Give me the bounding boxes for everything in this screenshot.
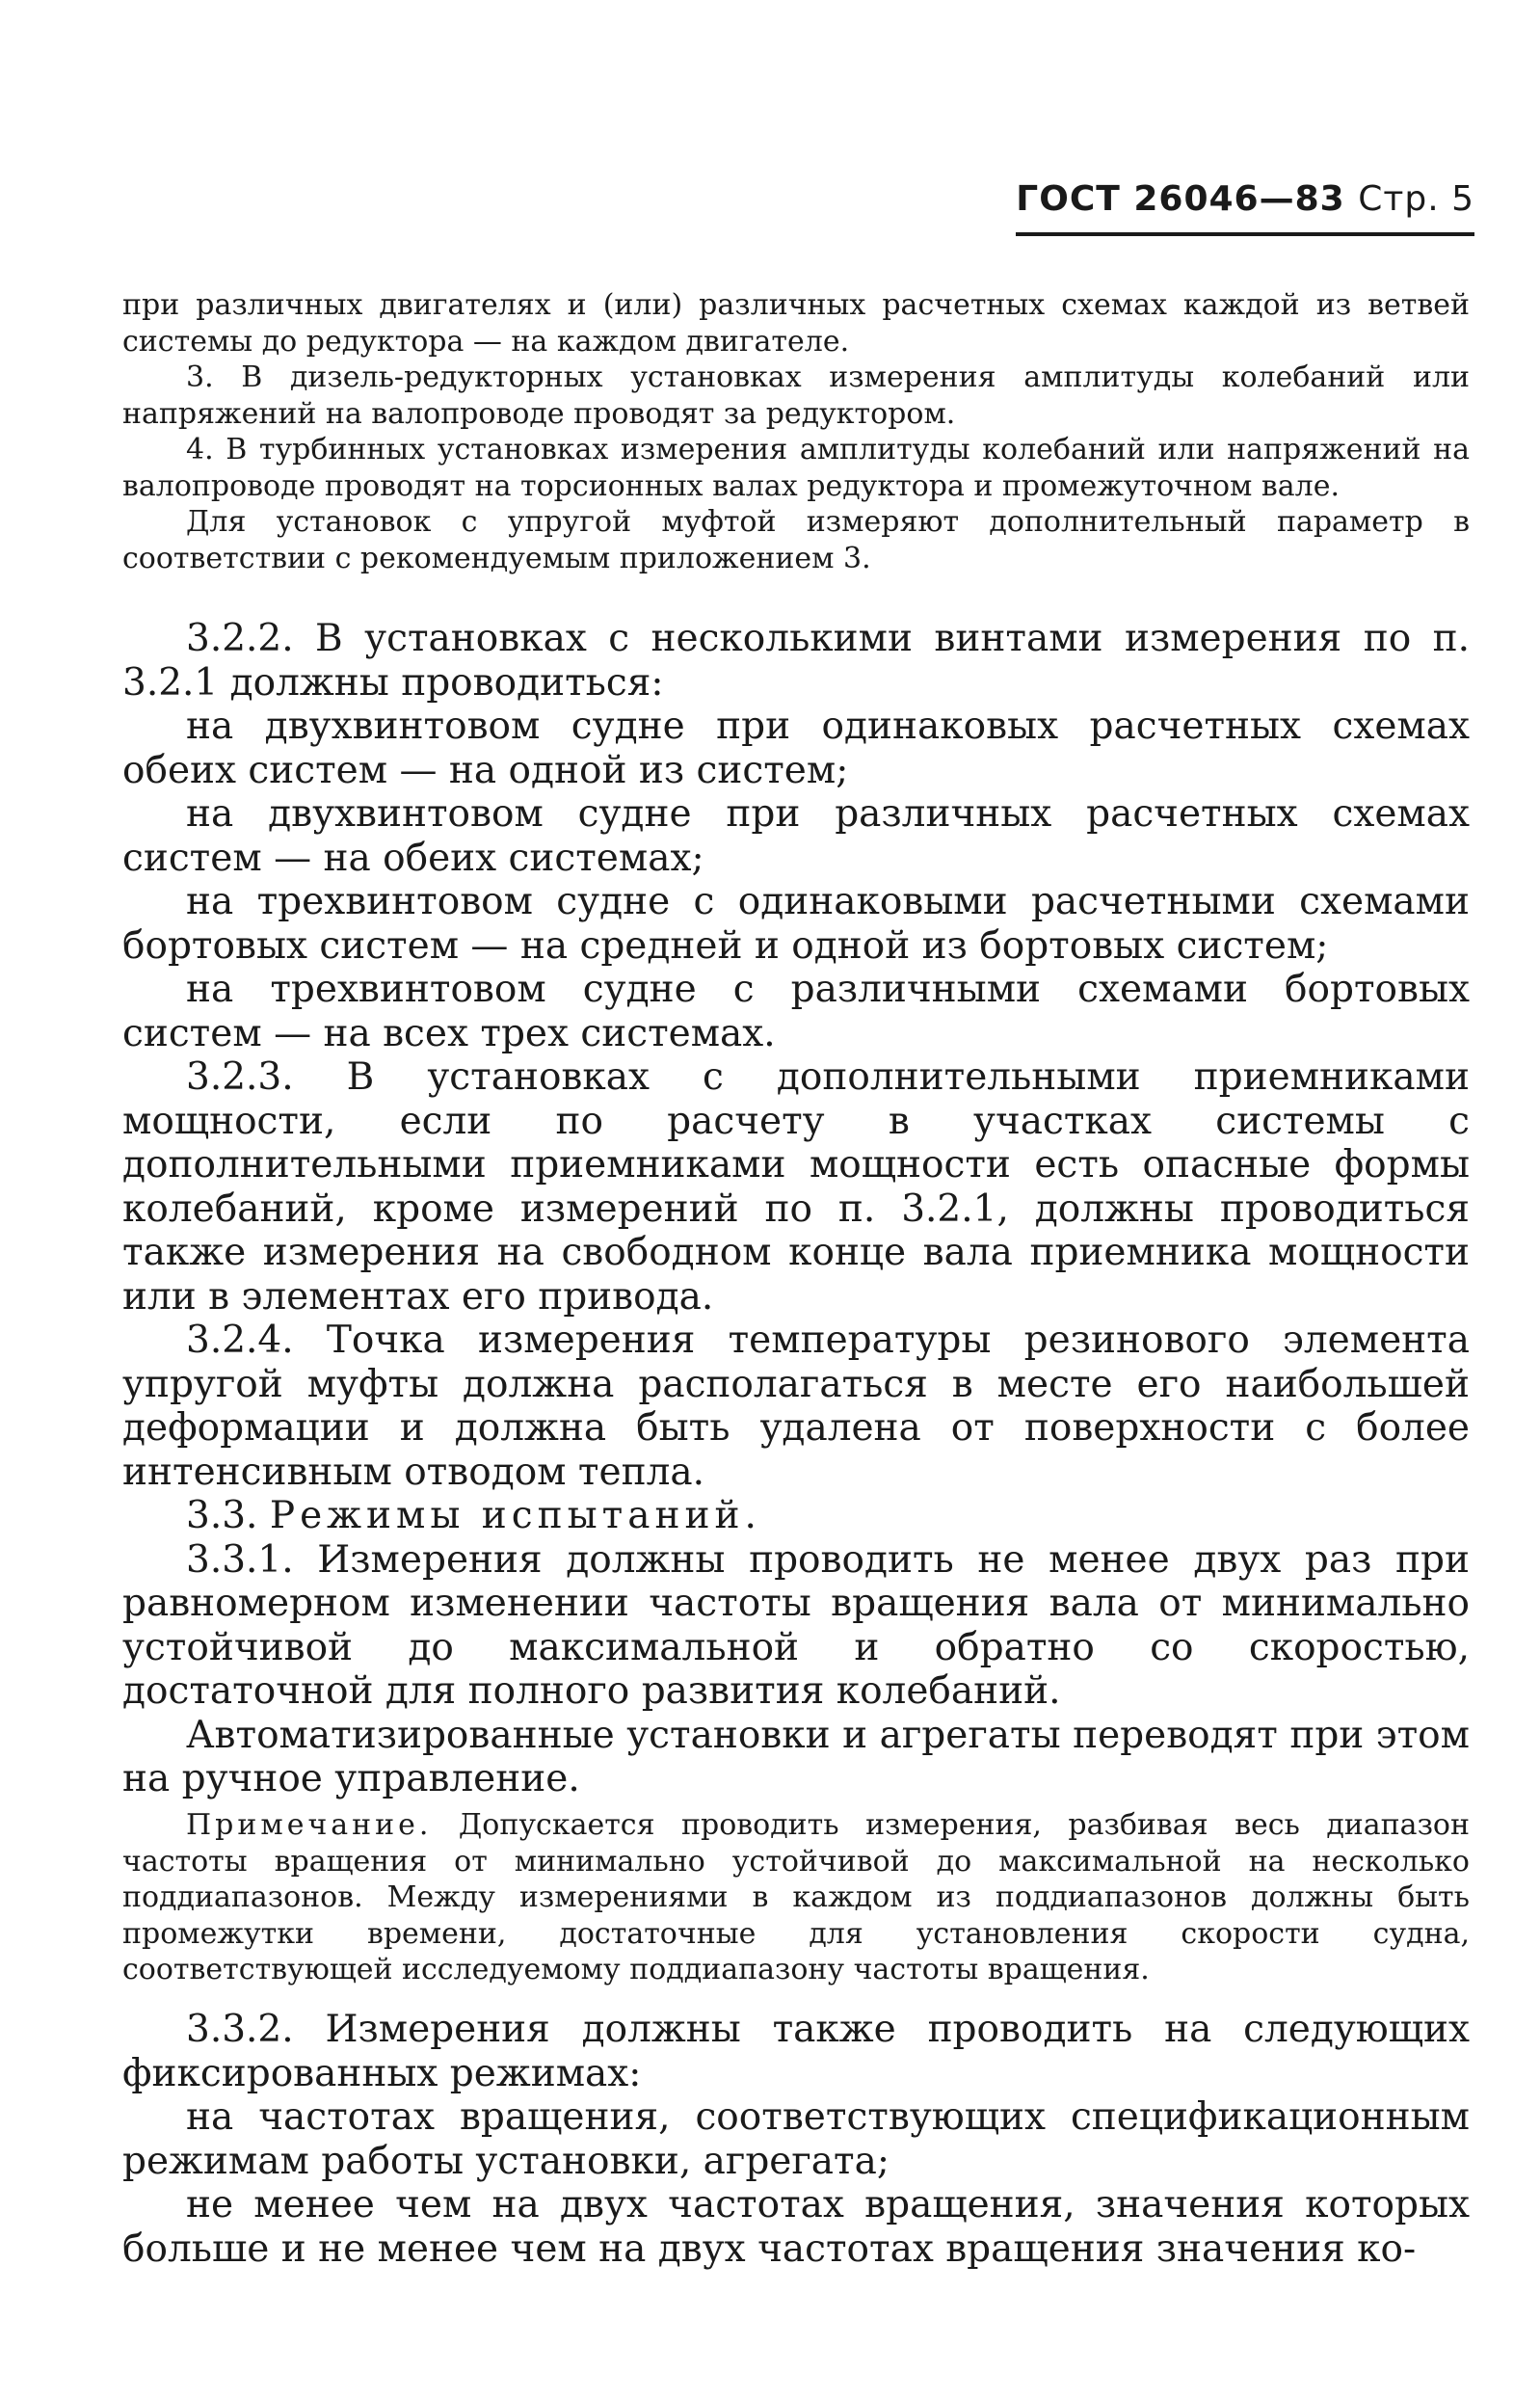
- paragraph: не менее чем на двух частотах вращения, значения которых больше и не менее чем на двух частотах вращения значения ко-: [122, 2183, 1470, 2271]
- paragraph: на частотах вращения, соответствующих спецификационным режимам работы установки, агрегата;: [122, 2095, 1470, 2183]
- paragraph: на двухвинтовом судне при одинаковых расчетных схемах обеих систем — на одной из систем;: [122, 705, 1470, 792]
- main-text-block-2: [122, 2008, 1470, 2271]
- small-print-block: [122, 287, 1470, 576]
- main-text-block: [122, 617, 1470, 1801]
- section-number: 3.3.: [186, 1494, 258, 1537]
- paragraph-3-3-1: 3.3.1. Измерения должны проводить не менее двух раз при равномерном изменении частоты вращения вала от минимально устойчивой до максимальной и обратно со скоростью, достаточной для полного развития колебаний.: [122, 1537, 1470, 1713]
- paragraph: Для установок с упругой муфтой измеряют дополнительный параметр в соответствии с рекомендуемым приложением 3.: [122, 505, 1470, 575]
- paragraph: 4. В турбинных установках измерения амплитуды колебаний или напряжений на валопроводе проводят на торсионных валах редуктора и промежуточном вале.: [122, 433, 1470, 503]
- section-title: Режимы испытаний.: [269, 1494, 761, 1537]
- note-text: Допускается проводить измерения, разбивая весь диапазон частоты вращения от минимально устойчивой до максимальной на несколько поддиапазонов. Между измерениями в каждом из поддиапазонов должны быть промежутки времени, достаточные для установления скорости судна, соответствующей исследуемому поддиапазону частоты вращения.: [122, 1808, 1470, 1986]
- paragraph: Автоматизированные установки и агрегаты переводят при этом на ручное управление.: [122, 1713, 1470, 1800]
- paragraph-3-2-3: 3.2.3. В установках с дополнительными приемниками мощности, если по расчету в участках системы с дополнительными приемниками мощности есть опасные формы колебаний, кроме измерений по п. 3.2.1, должны проводиться также измерения на свободном конце вала приемника мощности или в элементах его привода.: [122, 1055, 1470, 1319]
- paragraph-3-2-2: 3.2.2. В установках с несколькими винтами измерения по п. 3.2.1 должны проводиться:: [122, 617, 1470, 705]
- page-number: Стр. 5: [1358, 179, 1474, 219]
- paragraph: на трехвинтовом судне с одинаковыми расчетными схемами бортовых систем — на средней и одной из бортовых систем;: [122, 880, 1470, 968]
- paragraph: при различных двигателях и (или) различных расчетных схемах каждой из ветвей системы до редуктора — на каждом двигателе.: [122, 288, 1470, 359]
- note-block: [122, 1807, 1470, 1988]
- page-header: [1016, 179, 1474, 236]
- paragraph-3-3-2: 3.3.2. Измерения должны также проводить на следующих фиксированных режимах:: [122, 2008, 1470, 2095]
- section-heading-3-3: [122, 1494, 1470, 1538]
- note-label: Примечание.: [186, 1808, 433, 1842]
- paragraph: на трехвинтовом судне с различными схемами бортовых систем — на всех трех системах.: [122, 968, 1470, 1055]
- paragraph: 3. В дизель-редукторных установках измерения амплитуды колебаний или напряжений на валопроводе проводят за редуктором.: [122, 360, 1470, 431]
- standard-number: ГОСТ 26046—83: [1016, 179, 1345, 219]
- paragraph: на двухвинтовом судне при различных расчетных схемах систем — на обеих системах;: [122, 792, 1470, 880]
- paragraph-3-2-4: 3.2.4. Точка измерения температуры резинового элемента упругой муфты должна располагаться в месте его наибольшей деформации и должна быть удалена от поверхности с более интенсивным отводом тепла.: [122, 1319, 1470, 1494]
- note: [122, 1807, 1470, 1988]
